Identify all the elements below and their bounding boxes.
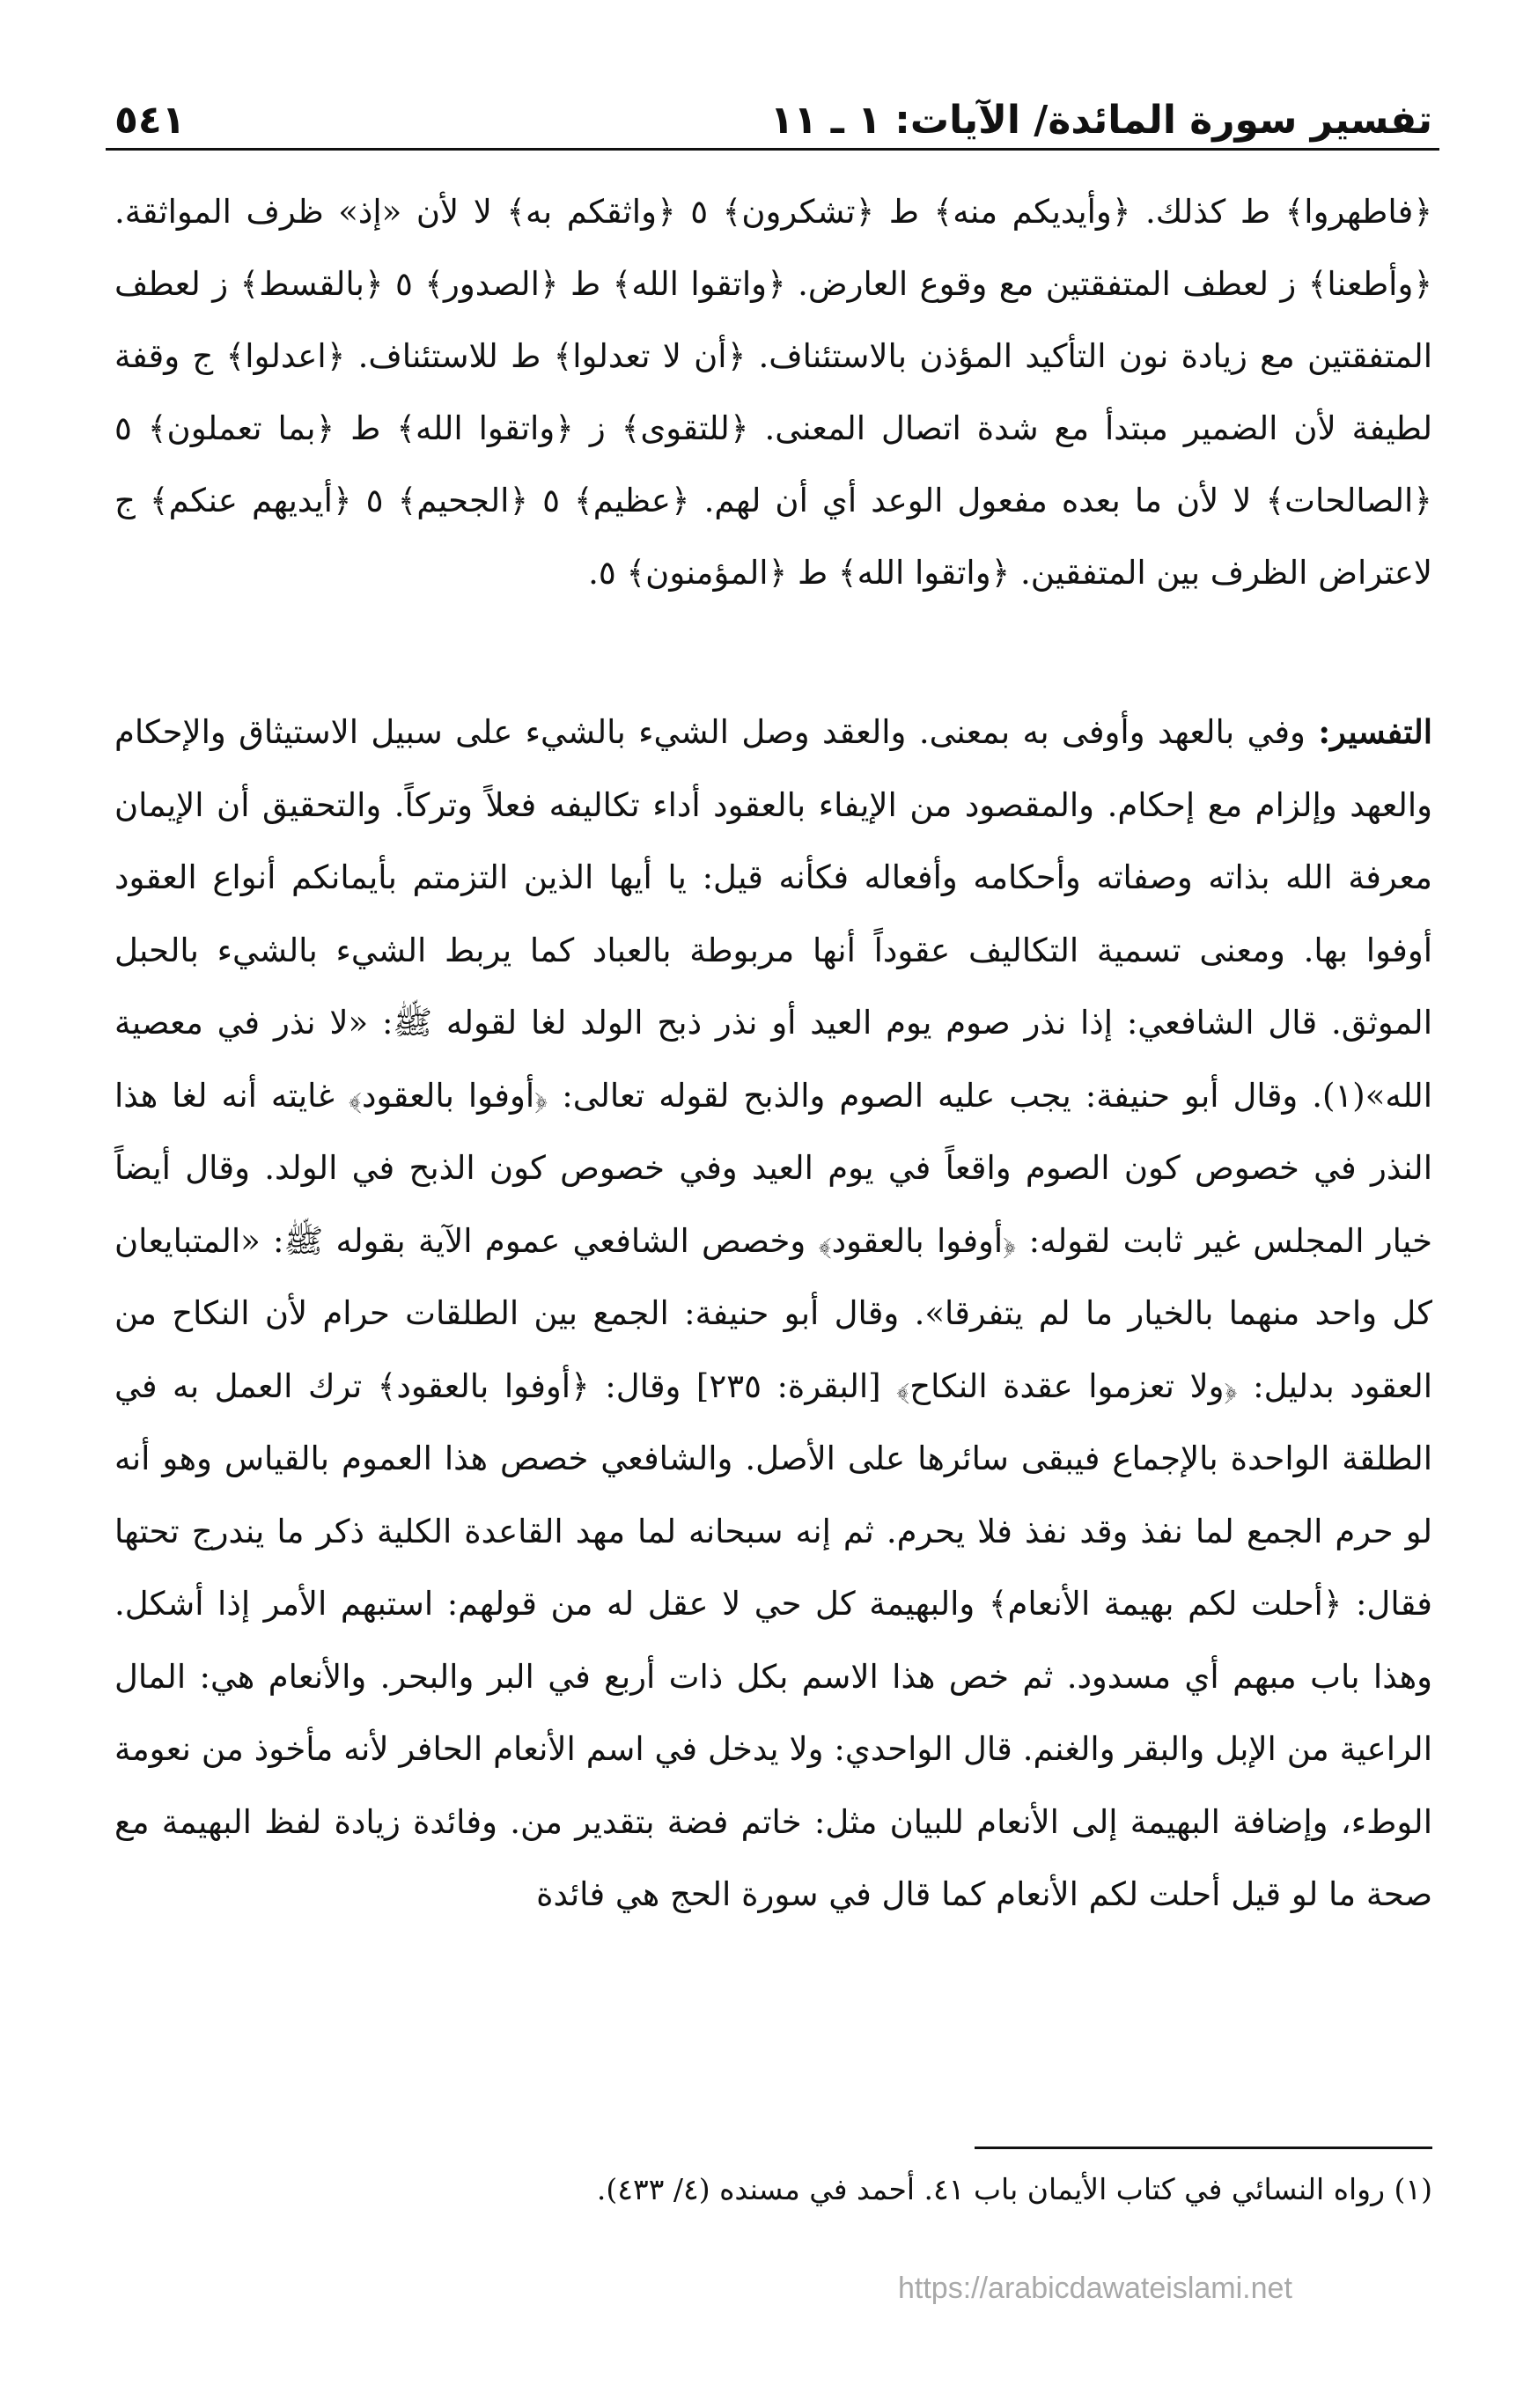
running-title: تفسير سورة المائدة/ الآيات: ١ ـ ١١ bbox=[769, 98, 1432, 143]
watermark: https://arabicdawateislami.net bbox=[898, 2272, 1292, 2305]
page-number: ٥٤١ bbox=[114, 98, 186, 143]
header-rule bbox=[106, 148, 1439, 151]
waqf-notes-block bbox=[114, 176, 1432, 609]
tafsir-text: وفي بالعهد وأوفى به بمعنى. والعقد وصل الشيء بالشيء على سبيل الاستيثاق والإحكام والعهد وإلزام مع إحكام. والمقصود من الإيفاء بالعقود أداء تكاليفه فعلاً وتركاً. والتحقيق أن الإيمان معرفة الله بذاته وصفاته وأحكامه وأفعاله فكأنه قيل: يا أيها الذين التزمتم بأيمانكم أنواع العقود أوفوا بها. ومعنى تسمية التكاليف عقوداً أنها مربوطة بالعباد كما يربط الشيء بالشيء بالحبل الموثق. قال الشافعي: إذا نذر صوم يوم العيد أو نذر ذبح الولد لغا لقوله ﷺ: «لا نذر في معصية الله»(١). وقال أبو حنيفة: يجب عليه الصوم والذبح لقوله تعالى: ﴿أوفوا بالعقود﴾ غايته أنه لغا هذا النذر في خصوص كون الصوم واقعاً في يوم العيد وفي خصوص كون الذبح في الولد. وقال أيضاً خيار المجلس غير ثابت لقوله: ﴿أوفوا بالعقود﴾ وخصص الشافعي عموم الآية بقوله ﷺ: «المتبايعان كل واحد منهما بالخيار ما لم يتفرقا». وقال أبو حنيفة: الجمع بين الطلقات حرام لأن النكاح من العقود بدليل: ﴿ولا تعزموا عقدة النكاح﴾ [البقرة: ٢٣٥] وقال: ﴿أوفوا بالعقود﴾ ترك العمل به في الطلقة الواحدة بالإجماع فيبقى سائرها على الأصل. والشافعي خصص هذا العموم بالقياس وهو أنه لو حرم الجمع لما نفذ وقد نفذ فلا يحرم. ثم إنه سبحانه لما مهد القاعدة الكلية ذكر ما يندرج تحتها فقال: ﴿أحلت لكم بهيمة الأنعام﴾ والبهيمة كل حي لا عقل له من قولهم: استبهم الأمر إذا أشكل. وهذا باب مبهم أي مسدود. ثم خص هذا الاسم بكل ذات أربع في البر والبحر. والأنعام هي: المال الراعية من الإبل والبقر والغنم. قال الواحدي: ولا يدخل في اسم الأنعام الحافر لأنه مأخوذ من نعومة الوطء، وإضافة البهيمة إلى الأنعام للبيان مثل: خاتم فضة بتقدير من. وفائدة زيادة لفظ البهيمة مع صحة ما لو قيل أحلت لكم الأنعام كما قال في سورة الحج هي فائدة bbox=[114, 713, 1432, 1913]
waqf-notes-text: ﴿فاطهروا﴾ ط كذلك. ﴿وأيديكم منه﴾ ط ﴿تشكرون﴾ ٥ ﴿واثقكم به﴾ لا لأن «إذ» ظرف المواثقة. ﴿وأطعنا﴾ ز لعطف المتفقتين مع وقوع العارض. ﴿واتقوا الله﴾ ط ﴿الصدور﴾ ٥ ﴿بالقسط﴾ ز لعطف المتفقتين مع زيادة نون التأكيد المؤذن بالاستئناف. ﴿أن لا تعدلوا﴾ ط للاستئناف. ﴿اعدلوا﴾ ج وقفة لطيفة لأن الضمير مبتدأ مع شدة اتصال المعنى. ﴿للتقوى﴾ ز ﴿واتقوا الله﴾ ط ﴿بما تعملون﴾ ٥ ﴿الصالحات﴾ لا لأن ما بعده مفعول الوعد أي أن لهم. ﴿عظيم﴾ ٥ ﴿الجحيم﴾ ٥ ﴿أيديهم عنكم﴾ ج لاعتراض الظرف بين المتفقين. ﴿واتقوا الله﴾ ط ﴿المؤمنون﴾ ٥. bbox=[114, 193, 1433, 592]
tafsir-label: التفسير: bbox=[1318, 712, 1432, 751]
page-header bbox=[114, 81, 1432, 143]
footnote-rule bbox=[975, 2147, 1432, 2149]
tafsir-block bbox=[114, 696, 1432, 1932]
tafsir-paragraph bbox=[114, 696, 1432, 1932]
footnote: (١) رواه النسائي في كتاب الأيمان باب ٤١. أحمد في مسنده (٤/ ٤٣٣). bbox=[596, 2172, 1432, 2206]
